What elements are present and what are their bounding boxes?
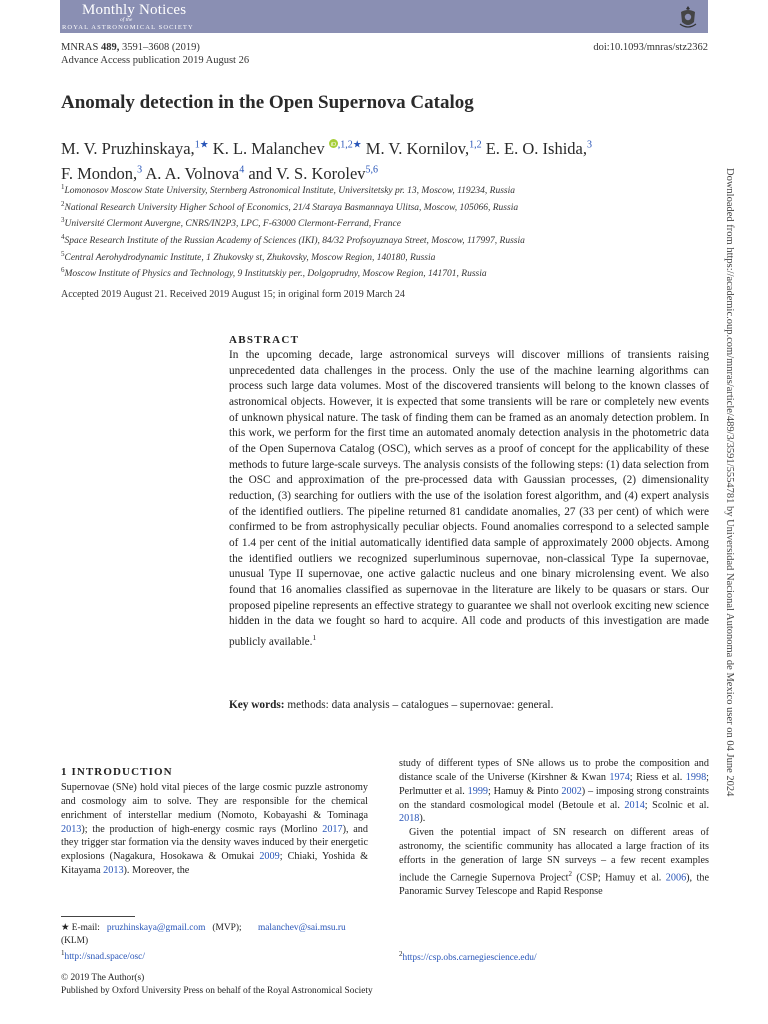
citation-link[interactable]: 1998 bbox=[685, 771, 707, 783]
text-run: ) – imposing strong constraints on the standard cosmological model (Betoule et al. bbox=[399, 785, 709, 811]
author[interactable]: A. A. Volnova$^4$ bbox=[142, 164, 245, 183]
journal-of: of the bbox=[120, 17, 133, 23]
intro-column-2 bbox=[399, 757, 709, 899]
section-heading: 1 INTRODUCTION bbox=[61, 766, 173, 778]
citation-link[interactable]: 1999 bbox=[467, 785, 488, 797]
affiliations bbox=[61, 181, 711, 281]
text-run: ; Hamuy & Pinto bbox=[488, 785, 562, 797]
text-run: ; Chiaki, Yoshida & Kitayama bbox=[61, 851, 368, 877]
footnote-mark[interactable]: 2 bbox=[568, 869, 572, 878]
text-run: ). Moreover, the bbox=[123, 865, 190, 877]
footnote-link[interactable]: https://csp.obs.carnegiescience.edu/ bbox=[402, 953, 537, 964]
citation-link[interactable]: 2002 bbox=[561, 785, 582, 797]
affiliation: $^4$Space Research Institute of the Russian Academy of Sciences (IKI), 84/32 Profsoyuznaya Street, Moscow, 117997, Russia bbox=[61, 232, 525, 247]
text-run: ; Riess et al. bbox=[629, 771, 686, 783]
author[interactable]: and V. S. Korolev$^{5,6}$ bbox=[244, 164, 379, 183]
keywords-label: Key words: bbox=[229, 699, 285, 711]
citation-pages: 3591–3608 (2019) bbox=[119, 42, 200, 53]
citation-link[interactable]: 2009 bbox=[259, 851, 280, 863]
email-link[interactable]: malanchev@sai.msu.ru bbox=[257, 923, 346, 933]
journal-banner bbox=[60, 0, 708, 33]
citation-link[interactable]: 2006 bbox=[665, 872, 687, 884]
author[interactable]: M. V. Pruzhinskaya,$^{1★}$ bbox=[61, 138, 209, 158]
authors-line-1 bbox=[61, 134, 711, 160]
abstract-body bbox=[229, 348, 709, 650]
paragraph bbox=[399, 757, 709, 826]
author[interactable]: E. E. O. Ishida,$^3$ bbox=[481, 138, 592, 158]
citation-link[interactable]: 2017 bbox=[322, 823, 343, 835]
affiliation: $^2$National Research University Higher School of Economics, 21/4 Staraya Basmannaya Ulitsa, Moscow, 105066, Russia bbox=[61, 199, 519, 213]
footnote-link[interactable]: http://snad.space/osc/ bbox=[64, 952, 145, 963]
society-crest-icon bbox=[676, 4, 700, 30]
email-link[interactable]: pruzhinskaya@gmail.com bbox=[106, 923, 206, 933]
text-run: ). bbox=[419, 813, 426, 825]
doi[interactable]: doi:10.1093/mnras/stz2362 bbox=[593, 42, 708, 53]
text-run: Supernovae (SNe) hold vital pieces of the large cosmic puzzle astronomy and cosmology aim to solve. They are responsible for the chemical enrichment of interstellar medium (Nomoto, Kobayashi & Tominaga bbox=[61, 782, 368, 821]
abstract-footnote-mark[interactable]: 1 bbox=[312, 632, 317, 642]
journal-name: Monthly Notices bbox=[82, 2, 187, 18]
text-run: ), and they trigger star formation via the density waves induced by their energetic explosions (Nagakura, Hosokawa & Omukai bbox=[61, 823, 368, 863]
citation-volume: 489, bbox=[100, 42, 120, 53]
citation-link[interactable]: 1974 bbox=[609, 771, 630, 783]
affiliation: $^5$Central Aerohydrodynamic Institute, 1 Zhukovsky st, Zhukovsky, Moscow Region, 140180, Russia bbox=[61, 249, 436, 263]
affiliation: $^3$Université Clermont Auvergne, CNRS/IN2P3, LPC, F-63000 Clermont-Ferrand, France bbox=[61, 216, 401, 230]
keywords-text: methods: data analysis – catalogues – supernovae: general. bbox=[284, 699, 554, 711]
citation-info bbox=[61, 41, 249, 67]
advance-access: Advance Access publication 2019 August 26 bbox=[61, 55, 250, 66]
download-notice: Downloaded from https://academic.oup.com/mnras/article/489/3/3591/5554781 by Universidad Nacional Autonoma de Mexico user on 04 June 2024 bbox=[724, 168, 735, 797]
orcid-icon[interactable] bbox=[329, 139, 338, 148]
text-run: ); the production of high-energy cosmic rays (Morlino bbox=[81, 823, 323, 835]
affiliation: $^6$Moscow Institute of Physics and Technology, 9 Institutskiy per., Dolgoprudny, Moscow Region, 141701, Russia bbox=[61, 266, 487, 280]
journal-society: ROYAL ASTRONOMICAL SOCIETY bbox=[62, 24, 194, 31]
author[interactable]: M. V. Kornilov,$^{1,2}$ bbox=[361, 138, 482, 158]
author[interactable]: K. L. Malanchev iD $^{,1,2★}$ bbox=[208, 138, 362, 158]
text-run: Given the potential impact of SN research on different areas of astronomy, the scientific community has allocated a large fraction of its efforts in the generation of large SN surveys – a few recent examples include the Carnegie Supernova Project bbox=[399, 827, 709, 884]
abstract-text: In the upcoming decade, large astronomical surveys will discover millions of transients raising unprecedented data challenges in the process. Only the use of the machine learning algorithms can process such large data volumes. Most of the discovered transients will belong to the known classes of astronomical objects. However, it is expected that some transients will be rare or completely new events of unknown physical nature. The task of finding them can be framed as an anomaly detection problem. In this work, we perform for the first time an automated anomaly detection analysis in the photometric data of the Open Supernova Catalog (OSC), which serves as a proof of concept for the applicability of these methods to future large-scale surveys. The analysis consists of the following steps: (1) data selection from the OSC and approximation of the pre-processed data with Gaussian processes, (2) dimensionality reduction, (3) searching for outliers with the use of the isolation forest algorithm, and (4) expert analysis of the identified outliers. The pipeline returned 81 candidate anomalies, 27 (33 per cent) of which were confirmed to be from astrophysically peculiar objects. Found anomalies correspond to a selected sample of 1.4 per cent of the initial automatically identified data sample of approximately 2000 objects. Among the identified outliers we recognized superluminous supernovae, non-classical Type Ia supernovae, unusual Type II supernovae, one active galactic nucleus and one binary microlensing event. We also found that 16 anomalies classified as supernovae in the literature are likely to be quasars or stars. Our proposed pipeline represents an effective strategy to guarantee we shall not overlook exciting new science hidden in the data we fought so hard to acquire. All code and products of this investigation are made publicly available. bbox=[229, 349, 709, 648]
intro-column-1 bbox=[61, 781, 368, 878]
svg-text:iD: iD bbox=[330, 141, 336, 148]
abstract-heading: ABSTRACT bbox=[229, 334, 300, 346]
received-accepted-dates: Accepted 2019 August 21. Received 2019 August 15; in original form 2019 March 24 bbox=[61, 289, 405, 300]
text-run: ), the Panoramic Survey Telescope and Rapid Response bbox=[399, 872, 709, 897]
footnote-rule bbox=[61, 916, 135, 917]
text-run: study of different types of SNe allows us to probe the composition and distance scale of the Universe (Kirshner & Kwan bbox=[399, 758, 709, 783]
email-footnote: ★ E-mail: pruzhinskaya@gmail.com (MVP); malanchev@sai.msu.ru (KLM) $^1$http://snad.space/osc/ bbox=[61, 923, 346, 963]
text-run: (CSP; Hamuy et al. bbox=[571, 872, 666, 884]
copyright: © 2019 The Author(s) Published by Oxford University Press on behalf of the Royal Astronomical Society bbox=[61, 973, 373, 996]
article-title: Anomaly detection in the Open Supernova Catalog bbox=[61, 92, 474, 113]
citation-link[interactable]: 2014 bbox=[624, 799, 645, 811]
author-list bbox=[61, 134, 711, 185]
citation-link[interactable]: 2018 bbox=[399, 813, 420, 825]
paragraph bbox=[399, 826, 709, 899]
author[interactable]: F. Mondon,$^3$ bbox=[61, 164, 143, 183]
citation-link[interactable]: 2013 bbox=[103, 865, 124, 877]
keywords bbox=[229, 699, 553, 711]
citation-link[interactable]: 2013 bbox=[61, 823, 82, 835]
text-run: ; Perlmutter et al. bbox=[399, 771, 709, 797]
footnote-2: $^2$https://csp.obs.carnegiescience.edu/ bbox=[399, 950, 537, 964]
text-run: ; Scolnic et al. bbox=[644, 799, 709, 811]
affiliation: $^1$Lomonosov Moscow State University, Sternberg Astronomical Institute, Universitetsky pr. 13, Moscow, 119234, Russia bbox=[61, 183, 516, 197]
citation-prefix: MNRAS bbox=[61, 42, 101, 53]
